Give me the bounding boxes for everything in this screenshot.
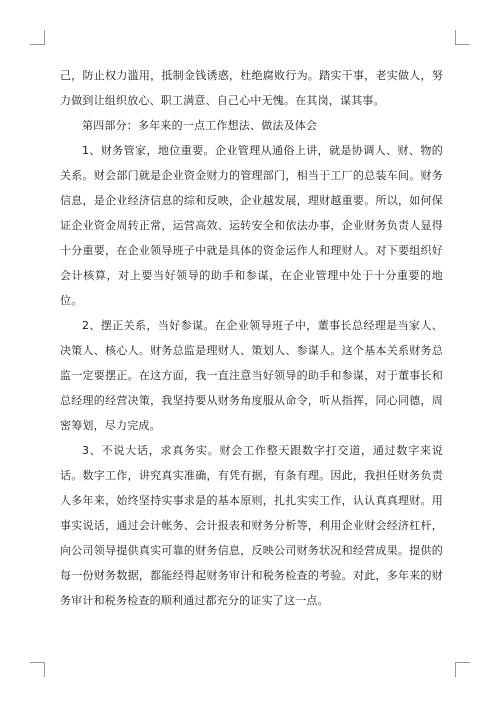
- crop-mark-bottom-right: [455, 662, 470, 677]
- section-heading: 第四部分：多年来的一点工作想法、做法及体会: [82, 119, 318, 132]
- paragraph-item-1: 1、财务管家，地位重要。企业管理从通俗上讲，就是协调人、财、物的关系。财会部门就是企业资金财力的管理部门，相当于工厂的总装车间。财务信息，是企业经济信息的综和反映，企业越发展，理财越重要。所以，如何保证企业资金周转正常，运营高效、运转安全和依法办事，企业财务负责人显得十分重要，在企业领导班子中就是具体的资金运作人和理财人。对下要组织好会计核算，对上要当好领导的助手和参谋，在企业管理中处于十分重要的地位。: [60, 144, 443, 307]
- crop-mark-top-left: [30, 30, 45, 45]
- crop-mark-top-right: [455, 30, 470, 45]
- document-body: [60, 63, 443, 613]
- paragraph-continuation: 己，防止权力滥用，抵制金钱诱惑，杜绝腐败行为。踏实干事，老实做人，努力做到让组织放心、职工满意、自己心中无愧。在其岗，谋其事。: [60, 69, 443, 107]
- crop-mark-bottom-left: [30, 662, 45, 677]
- paragraph-item-2: 2、摆正关系，当好参谋。在企业领导班子中，董事长总经理是当家人、决策人、核心人。财务总监是理财人、策划人、参谋人。这个基本关系财务总监一定要摆正。在这方面，我一直注意当好领导的助手和参谋，对于董事长和总经理的经营决策，我坚持要从财务角度服从命令，听从指挥，同心同德，周密筹划，尽力完成。: [60, 319, 443, 432]
- paragraph-item-3: 3、不说大话，求真务实。财会工作整天跟数字打交道，通过数字来说话。数字工作，讲究真实准确，有凭有据，有条有理。因此，我担任财务负责人多年来，始终坚持实事求是的基本原则，扎扎实实工作，认认真真理财。用事实说话，通过会计帐务、会计报表和财务分析等，利用企业财会经济杠杆，向公司领导提供真实可靠的财务信息，反映公司财务状况和经营成果。提供的每一份财务数据，都能经得起财务审计和税务检查的考验。对此，多年来的财务审计和税务检查的顺利通过都充分的证实了这一点。: [60, 444, 443, 607]
